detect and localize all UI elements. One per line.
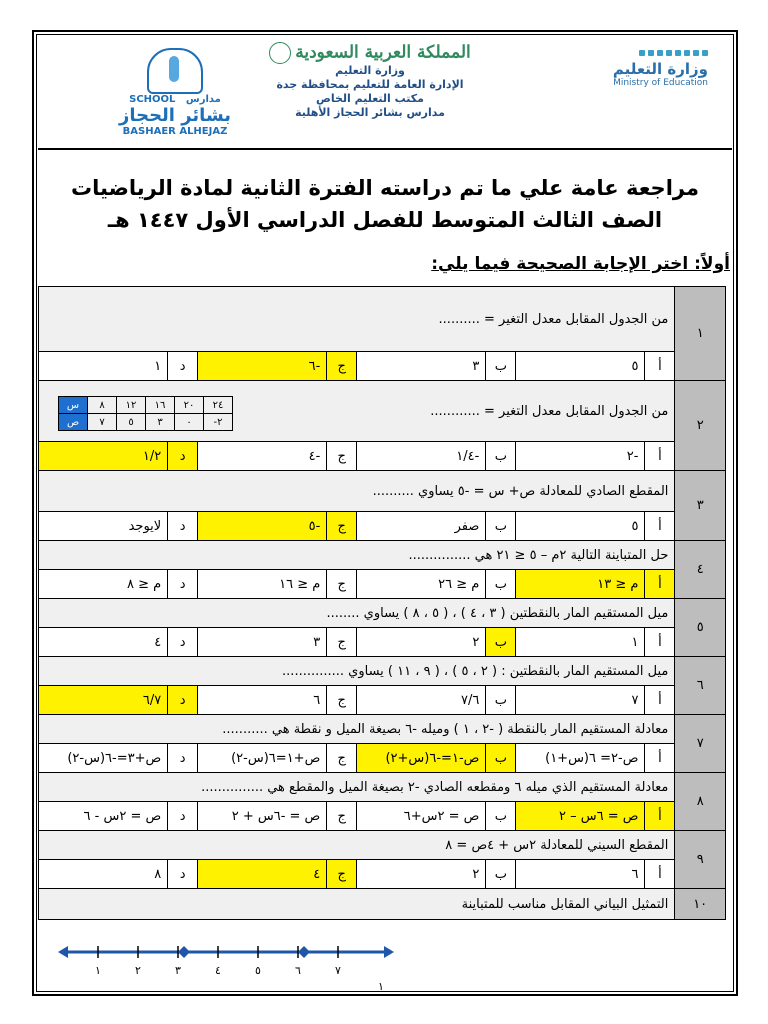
school-logo <box>100 48 250 137</box>
page-number: ١ <box>378 980 384 993</box>
option-d[interactable]: ١/٢ <box>39 442 168 471</box>
option-d[interactable]: ص = ٢س - ٦ <box>39 802 168 831</box>
title-line-1: مراجعة عامة علي ما تم دراسته الفترة الثانية لمادة الرياضيات <box>71 176 699 200</box>
option-letter-d: د <box>168 744 198 773</box>
option-letter-c: ج <box>327 860 357 889</box>
option-b[interactable]: ٢ <box>357 628 486 657</box>
option-letter-b: ب <box>486 802 516 831</box>
title-line-2: الصف الثالث المتوسط للفصل الدراسي الأول ١٤٤٧ هـ <box>107 208 663 232</box>
question-number: ٢ <box>675 381 726 471</box>
questions-table <box>38 286 726 920</box>
option-letter-b: ب <box>486 570 516 599</box>
question-number: ٦ <box>675 657 726 715</box>
option-letter-b: ب <box>486 744 516 773</box>
option-letter-d: د <box>168 352 198 381</box>
table-cell: ١٢ <box>117 397 146 414</box>
option-c[interactable]: م ≤ ١٦ <box>198 570 327 599</box>
question-stem: من الجدول المقابل معدل التغير = ............ <box>430 403 669 419</box>
option-letter-b: ب <box>486 860 516 889</box>
option-a[interactable]: ٦ <box>516 860 645 889</box>
option-b[interactable]: ٣ <box>357 352 486 381</box>
option-letter-b: ب <box>486 686 516 715</box>
option-d[interactable]: ٨ <box>39 860 168 889</box>
option-c[interactable]: ٦ <box>198 686 327 715</box>
option-b[interactable]: م ≤ ٢٦ <box>357 570 486 599</box>
number-line-graph <box>56 940 396 980</box>
answers-row-6 <box>39 686 726 715</box>
option-b[interactable]: ص-١=-٦(س+٢) <box>357 744 486 773</box>
document-header <box>38 36 732 150</box>
option-d[interactable]: لايوجد <box>39 512 168 541</box>
table-cell: ٠ <box>175 414 204 431</box>
question-number: ٤ <box>675 541 726 599</box>
number-line-marker <box>178 946 190 958</box>
question-row-10 <box>39 889 726 920</box>
kingdom-name: المملكة العربية السعودية <box>295 42 471 63</box>
option-a[interactable]: ١ <box>516 628 645 657</box>
government-header <box>260 42 480 120</box>
school-arabic-name: بشائر الحجاز <box>118 105 232 126</box>
question-number: ٩ <box>675 831 726 889</box>
option-letter-b: ب <box>486 628 516 657</box>
option-d[interactable]: م ≤ ٨ <box>39 570 168 599</box>
option-letter-d: د <box>168 686 198 715</box>
option-letter-c: ج <box>327 570 357 599</box>
option-a[interactable]: ٥ <box>516 512 645 541</box>
option-a[interactable]: ص = ٦س – ٢ <box>516 802 645 831</box>
question-row-8 <box>39 773 726 802</box>
question-stem: المقطع السيني للمعادلة ٢س + ٤ص = ٨ <box>39 831 675 860</box>
option-letter-c: ج <box>327 744 357 773</box>
ministry-dots-icon <box>598 50 708 56</box>
option-letter-a: أ <box>645 512 675 541</box>
option-a[interactable]: ٥ <box>516 352 645 381</box>
option-letter-c: ج <box>327 628 357 657</box>
answers-row-4 <box>39 570 726 599</box>
table-cell: ٥ <box>117 414 146 431</box>
option-a[interactable]: ص-٢= ٦(س+١) <box>516 744 645 773</box>
option-letter-a: أ <box>645 442 675 471</box>
question-number: ٣ <box>675 471 726 541</box>
option-letter-d: د <box>168 802 198 831</box>
option-c[interactable]: ص = -٦س + ٢ <box>198 802 327 831</box>
table-cell: -٢ <box>204 414 233 431</box>
question-stem: من الجدول المقابل معدل التغير = .......... <box>438 311 669 327</box>
question-stem: ميل المستقيم المار بالنقطتين ( ٣ ، ٤ ) ، ( ٥ ، ٨ ) يساوي ........ <box>39 599 675 628</box>
option-c[interactable]: ص+١=٦(س-٢) <box>198 744 327 773</box>
table-cell: ٧ <box>88 414 117 431</box>
header-line-2: الإدارة العامة للتعليم بمحافظة جدة <box>276 78 464 91</box>
option-a[interactable]: ٧ <box>516 686 645 715</box>
emblem-icon <box>269 42 291 64</box>
option-c[interactable]: -٤ <box>198 442 327 471</box>
number-line-label: ٤ <box>215 964 221 977</box>
option-d[interactable]: ١ <box>39 352 168 381</box>
number-line-label: ٧ <box>335 964 341 977</box>
question-number: ١ <box>675 287 726 381</box>
school-english-top: SCHOOL <box>129 94 176 105</box>
ministry-english-name: Ministry of Education <box>613 78 708 88</box>
option-letter-c: ج <box>327 512 357 541</box>
option-c[interactable]: -٥ <box>198 512 327 541</box>
option-c[interactable]: -٦ <box>198 352 327 381</box>
question-row-9 <box>39 831 726 860</box>
header-line-1: وزارة التعليم <box>335 64 405 77</box>
question-number: ١٠ <box>675 889 726 920</box>
number-line-label: ٢ <box>135 964 141 977</box>
question-number: ٧ <box>675 715 726 773</box>
table-cell: ص <box>59 414 88 431</box>
option-letter-d: د <box>168 860 198 889</box>
question-row-7 <box>39 715 726 744</box>
option-b[interactable]: ص = ٢س+٦ <box>357 802 486 831</box>
option-letter-a: أ <box>645 570 675 599</box>
section-title: أولاً: اختر الإجابة الصحيحة فيما يلي: <box>431 254 730 274</box>
answers-row-3 <box>39 512 726 541</box>
option-b[interactable]: -١/٤ <box>357 442 486 471</box>
option-letter-b: ب <box>486 352 516 381</box>
question-row-3 <box>39 471 726 512</box>
question-stem: ميل المستقيم المار بالنقطتين : ( ٢ ، ٥ ) ، ( ٩ ، ١١ ) يساوي ............... <box>39 657 675 686</box>
option-letter-d: د <box>168 512 198 541</box>
answers-row-5 <box>39 628 726 657</box>
table-cell: س <box>59 397 88 414</box>
option-letter-a: أ <box>645 744 675 773</box>
question-stem: حل المتباينة التالية ٢م – ٥ ≤ ٢١ هي ............... <box>39 541 675 570</box>
option-d[interactable]: ٦/٧ <box>39 686 168 715</box>
option-letter-c: ج <box>327 352 357 381</box>
option-b[interactable]: صفر <box>357 512 486 541</box>
school-emblem-icon <box>147 48 203 94</box>
number-line-label: ٣ <box>175 964 181 977</box>
question-stem: معادلة المستقيم المار بالنقطة ( -٢ ، ١ ) وميله -٦ بصيغة الميل و نقطة هي ........... <box>39 715 675 744</box>
option-letter-c: ج <box>327 442 357 471</box>
option-letter-a: أ <box>645 860 675 889</box>
option-letter-c: ج <box>327 802 357 831</box>
option-c[interactable]: ٣ <box>198 628 327 657</box>
number-line-label: ٦ <box>295 964 301 977</box>
table-cell: ١٦ <box>146 397 175 414</box>
table-cell: ٢٤ <box>204 397 233 414</box>
option-letter-b: ب <box>486 442 516 471</box>
question-number: ٥ <box>675 599 726 657</box>
question-row-6 <box>39 657 726 686</box>
option-b[interactable]: ٧/٦ <box>357 686 486 715</box>
option-d[interactable]: ٤ <box>39 628 168 657</box>
header-line-3: مكتب التعليم الخاص <box>316 92 424 105</box>
number-line-marker <box>298 946 310 958</box>
question-stem: المقطع الصادي للمعادلة ص+ س = -٥ يساوي .......... <box>39 471 675 512</box>
answers-row-8 <box>39 802 726 831</box>
option-letter-a: أ <box>645 628 675 657</box>
answers-row-1 <box>39 352 726 381</box>
values-table-2 <box>58 396 233 431</box>
number-line-label: ١ <box>95 964 101 977</box>
school-english-name: BASHAER ALHEJAZ <box>122 126 228 137</box>
question-row-5 <box>39 599 726 628</box>
question-stem: معادلة المستقيم الذي ميله ٦ ومقطعه الصادي -٢ بصيغة الميل والمقطع هي ............... <box>39 773 675 802</box>
option-letter-d: د <box>168 628 198 657</box>
school-arabic-small: مدارس <box>185 94 221 105</box>
option-d[interactable]: ص+٣=-٦(س-٢) <box>39 744 168 773</box>
question-stem: التمثيل البياني المقابل مناسب للمتباينة <box>39 889 675 920</box>
table-cell: ٨ <box>88 397 117 414</box>
option-b[interactable]: ٢ <box>357 860 486 889</box>
header-line-4: مدارس بشائر الحجاز الأهلية <box>295 106 445 119</box>
option-letter-a: أ <box>645 802 675 831</box>
option-letter-d: د <box>168 442 198 471</box>
option-letter-a: أ <box>645 352 675 381</box>
option-letter-a: أ <box>645 686 675 715</box>
question-number: ٨ <box>675 773 726 831</box>
option-c[interactable]: ٤ <box>198 860 327 889</box>
ministry-arabic-name: وزارة التعليم <box>612 60 708 78</box>
answers-row-2 <box>39 442 726 471</box>
table-cell: ٣ <box>146 414 175 431</box>
question-row-1 <box>39 287 726 352</box>
table-cell: ٢٠ <box>175 397 204 414</box>
option-letter-c: ج <box>327 686 357 715</box>
option-letter-d: د <box>168 570 198 599</box>
answers-row-9 <box>39 860 726 889</box>
option-a[interactable]: م ≤ ١٣ <box>516 570 645 599</box>
ministry-logo <box>598 50 708 88</box>
option-letter-b: ب <box>486 512 516 541</box>
page-title <box>38 172 732 236</box>
question-row-4 <box>39 541 726 570</box>
number-line-label: ٥ <box>255 964 261 977</box>
answers-row-7 <box>39 744 726 773</box>
option-a[interactable]: -٢ <box>516 442 645 471</box>
